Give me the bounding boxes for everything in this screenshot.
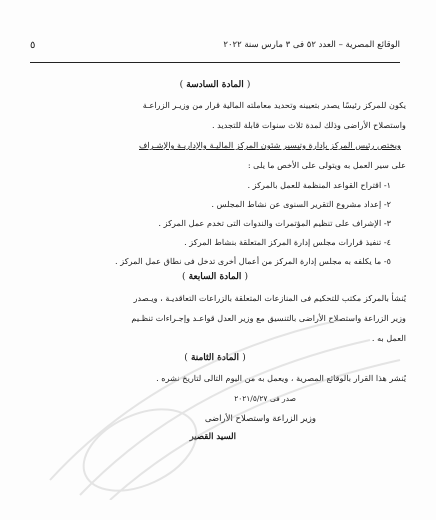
page-number: ٥ xyxy=(30,40,36,51)
article6-item-3: ٣- الإشراف على تنظيم المؤتمرات والندوات التى تخدم عمل المركز . xyxy=(158,218,391,228)
minister-name: السيد القصير xyxy=(189,432,236,442)
article6-line-2: واستصلاح الأراضى وذلك لمدة ثلاث سنوات قابلة للتجديد . xyxy=(211,120,406,130)
article7-line-1: يُنشأ بالمركز مكتب للتحكيم فى المنازعات المتعلقة بالزراعات التعاقديـة ، ويـصدر xyxy=(133,293,406,303)
article8-heading-text: المادة الثامنة xyxy=(190,353,240,363)
page-header xyxy=(30,40,400,58)
article6-item-5: ٥- ما يكلفه به مجلس إدارة المركز من أعمال أخرى تدخل فى نطاق عمل المركز . xyxy=(115,256,391,266)
article7-line-3: العمل به . xyxy=(371,333,406,343)
article6-heading-text: المادة السادسة xyxy=(186,80,244,90)
article8-line-1: يُنشر هذا القرار بالوقائع المصرية ، ويعمل به من اليوم التالى لتاريخ نشره . xyxy=(156,373,406,383)
article7-heading-text: المادة السابعة xyxy=(188,272,242,282)
minister-title: وزير الزراعة واستصلاح الأراضى xyxy=(204,414,316,424)
article6-item-4: ٤- تنفيذ قرارات مجلس إدارة المركز المتعلقة بنشاط المركز . xyxy=(184,237,391,247)
watermark-graphic xyxy=(40,300,420,500)
article6-item-1: ١- اقتراح القواعد المنظمة للعمل بالمركز . xyxy=(247,180,391,190)
article6-line-3: ويختص رئيس المركز بإدارة وتيسير شئون المركز الماليـة والإداريـة والإشـراف xyxy=(139,140,401,150)
article8-heading: ( المادة الثامنة ) xyxy=(184,353,246,363)
article7-line-2: وزير الزراعة واستصلاح الأراضى بالتنسيق مع وزير العدل قواعـد وإجـراءات تنظـيم xyxy=(131,313,406,323)
article6-item-2: ٢- إعداد مشروع التقرير السنوى عن نشاط المجلس . xyxy=(211,199,391,209)
header-divider xyxy=(30,62,400,63)
article7-heading: ( المادة السابعة ) xyxy=(181,272,249,282)
article6-line-4: على سير العمل به ويتولى على الأخص ما يلى : xyxy=(247,160,406,170)
article6-line-1: يكون للمركز رئيسًا يصدر بتعيينه وتحديد معاملته المالية قرار من وزيـر الزراعـة xyxy=(142,100,406,110)
gazette-header-title: الوقائع المصرية – العدد ٥٢ فى ٣ مارس سنة ٢٠٢٢ xyxy=(223,40,400,50)
article6-heading: ( المادة السادسة ) xyxy=(179,80,251,90)
issue-date: صدر فى ٢٠٢١/٥/٢٧ xyxy=(234,394,296,403)
